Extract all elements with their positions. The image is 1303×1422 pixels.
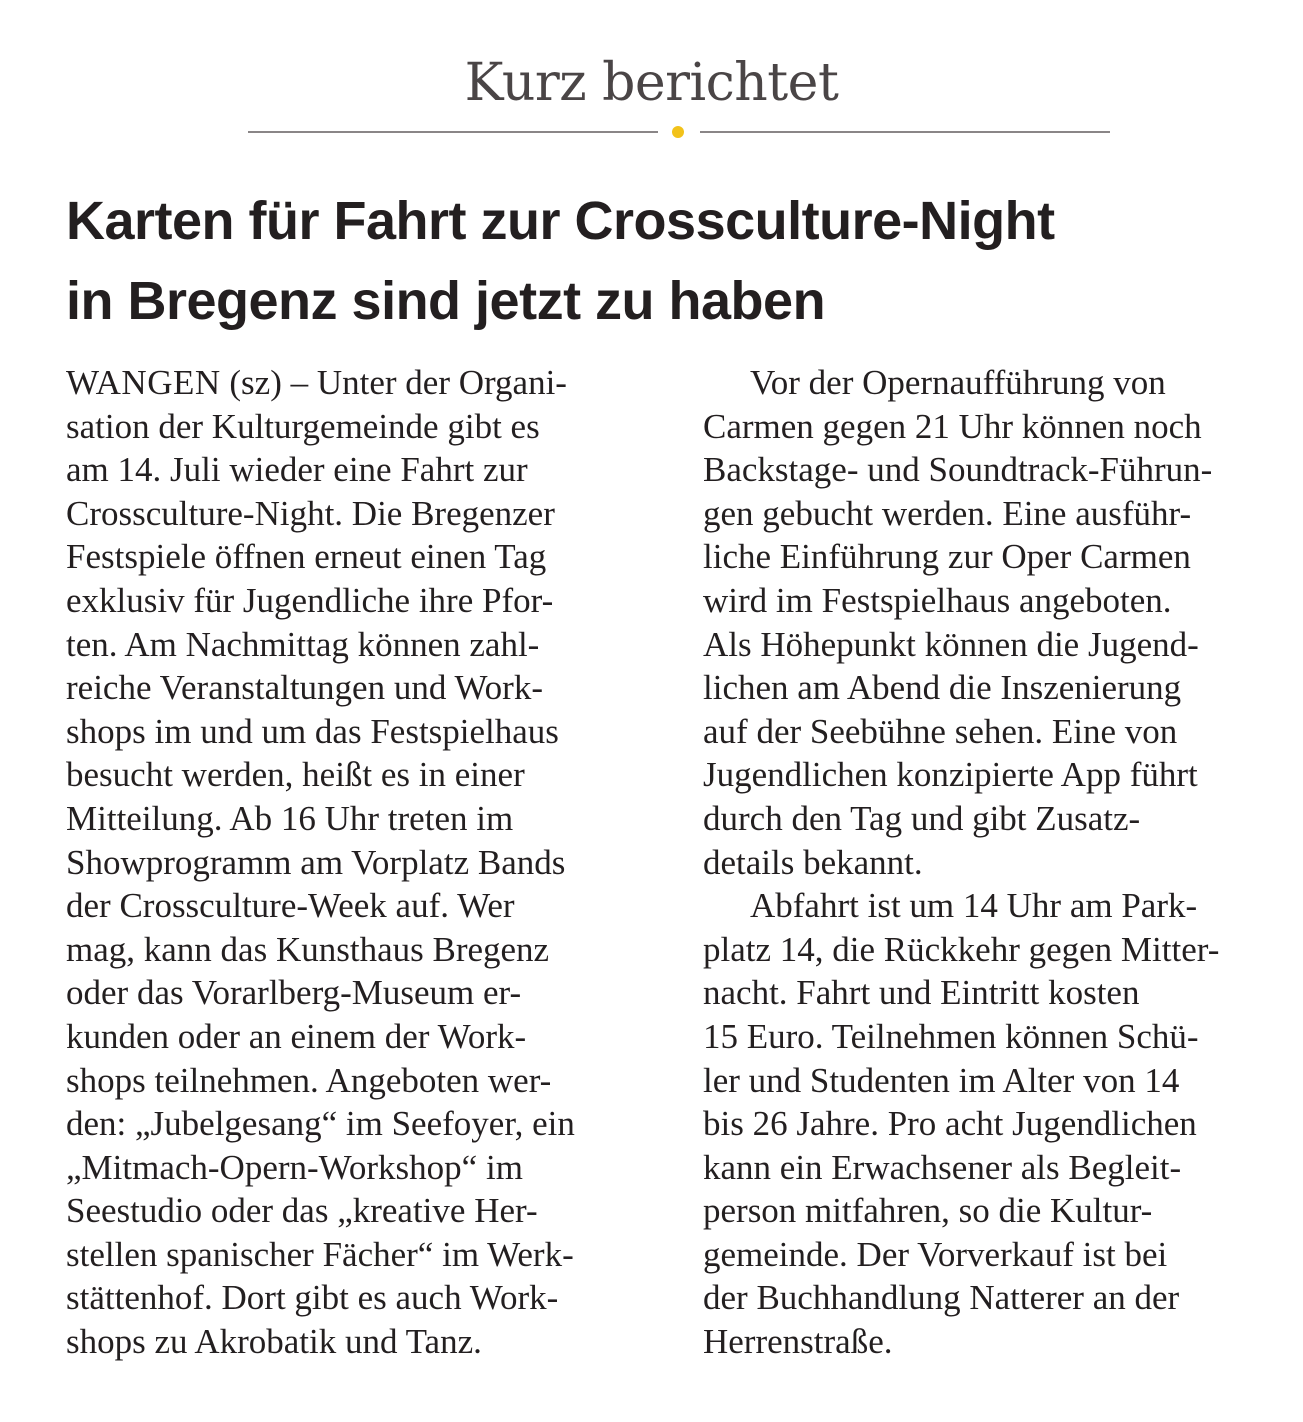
- body-line: der Crossculture-Week auf. Wer: [66, 886, 515, 926]
- body-line: den: „Jubelgesang“ im Seefoyer, ein: [66, 1104, 575, 1144]
- body-line: auf der Seebühne sehen. Eine von: [703, 711, 1178, 751]
- body-line: Seestudio oder das „kreative Her-: [66, 1191, 538, 1231]
- body-line: liche Einführung zur Oper Carmen: [703, 537, 1191, 577]
- article-dateline: WANGEN: [66, 363, 221, 402]
- body-line: Herrenstraße.: [703, 1322, 893, 1362]
- body-line: bis 26 Jahre. Pro acht Jugendlichen: [703, 1104, 1197, 1144]
- body-line: Als Höhepunkt können die Jugend-: [703, 624, 1199, 664]
- body-line: am 14. Juli wieder eine Fahrt zur: [66, 450, 528, 490]
- body-line: wird im Festspielhaus angeboten.: [703, 580, 1172, 620]
- body-line: person mitfahren, so die Kultur-: [703, 1191, 1153, 1231]
- body-line: besucht werden, heißt es in einer: [66, 755, 525, 795]
- body-line: nacht. Fahrt und Eintritt kosten: [703, 973, 1140, 1013]
- body-line: [66, 361, 666, 405]
- body-line: details bekannt.: [703, 842, 923, 882]
- body-line: oder das Vorarlberg-Museum er-: [66, 973, 522, 1013]
- body-line: kann ein Erwachsener als Begleit-: [703, 1147, 1182, 1187]
- body-line: durch den Tag und gibt Zusatz-: [703, 798, 1141, 838]
- body-line: ten. Am Nachmittag können zahl-: [66, 624, 540, 664]
- body-line: Festspiele öffnen erneut einen Tag: [66, 537, 547, 577]
- body-line: Carmen gegen 21 Uhr können noch: [703, 406, 1202, 446]
- kicker-divider-left: [248, 131, 658, 133]
- body-line: shops im und um das Festspielhaus: [66, 711, 559, 751]
- body-line: kunden oder an einem der Work-: [66, 1016, 527, 1056]
- body-line: shops zu Akrobatik und Tanz.: [66, 1322, 482, 1362]
- article-column-right: [703, 361, 1303, 1364]
- body-line: 15 Euro. Teilnehmen können Schü-: [703, 1016, 1199, 1056]
- body-line-text: (sz) – Unter der Organi-: [220, 363, 567, 402]
- article-column-left: [66, 361, 666, 1364]
- body-line: gen gebucht werden. Eine ausführ-: [703, 493, 1192, 533]
- body-line: der Buchhandlung Natterer an der: [703, 1278, 1180, 1318]
- body-line: Mitteilung. Ab 16 Uhr treten im: [66, 798, 514, 838]
- body-line: stellen spanischer Fächer“ im Werk-: [66, 1234, 574, 1274]
- headline-line: in Bregenz sind jetzt zu haben: [66, 271, 826, 331]
- body-line: shops teilnehmen. Angeboten wer-: [66, 1060, 552, 1100]
- body-line: platz 14, die Rückkehr gegen Mitter-: [703, 929, 1220, 969]
- body-line: „Mitmach-Opern-Workshop“ im: [66, 1147, 523, 1187]
- headline-line: Karten für Fahrt zur Crossculture-Night: [66, 191, 1055, 251]
- body-line: mag, kann das Kunsthaus Bregenz: [66, 929, 550, 969]
- body-line: exklusiv für Jugendliche ihre Pfor-: [66, 580, 554, 620]
- body-line: Backstage- und Soundtrack-Führun-: [703, 450, 1213, 490]
- body-line: Vor der Opernaufführung von: [750, 363, 1166, 402]
- kicker-divider-right: [700, 131, 1110, 133]
- kicker-accent-dot: [672, 126, 684, 138]
- body-line: gemeinde. Der Vorverkauf ist bei: [703, 1234, 1168, 1274]
- body-line: ler und Studenten im Alter von 14: [703, 1060, 1180, 1100]
- body-line: sation der Kulturgemeinde gibt es: [66, 406, 540, 446]
- body-line: Showprogramm am Vorplatz Bands: [66, 842, 566, 882]
- body-line: Jugendlichen konzipierte App führt: [703, 755, 1198, 795]
- article-headline: [66, 181, 1266, 341]
- body-line: lichen am Abend die Inszenierung: [703, 668, 1182, 708]
- body-line: Crossculture-Night. Die Bregenzer: [66, 493, 555, 533]
- body-line: stättenhof. Dort gibt es auch Work-: [66, 1278, 559, 1318]
- body-line: Abfahrt ist um 14 Uhr am Park-: [750, 886, 1198, 926]
- section-kicker: Kurz berichtet: [464, 53, 839, 113]
- body-line: reiche Veranstaltungen und Work-: [66, 668, 543, 708]
